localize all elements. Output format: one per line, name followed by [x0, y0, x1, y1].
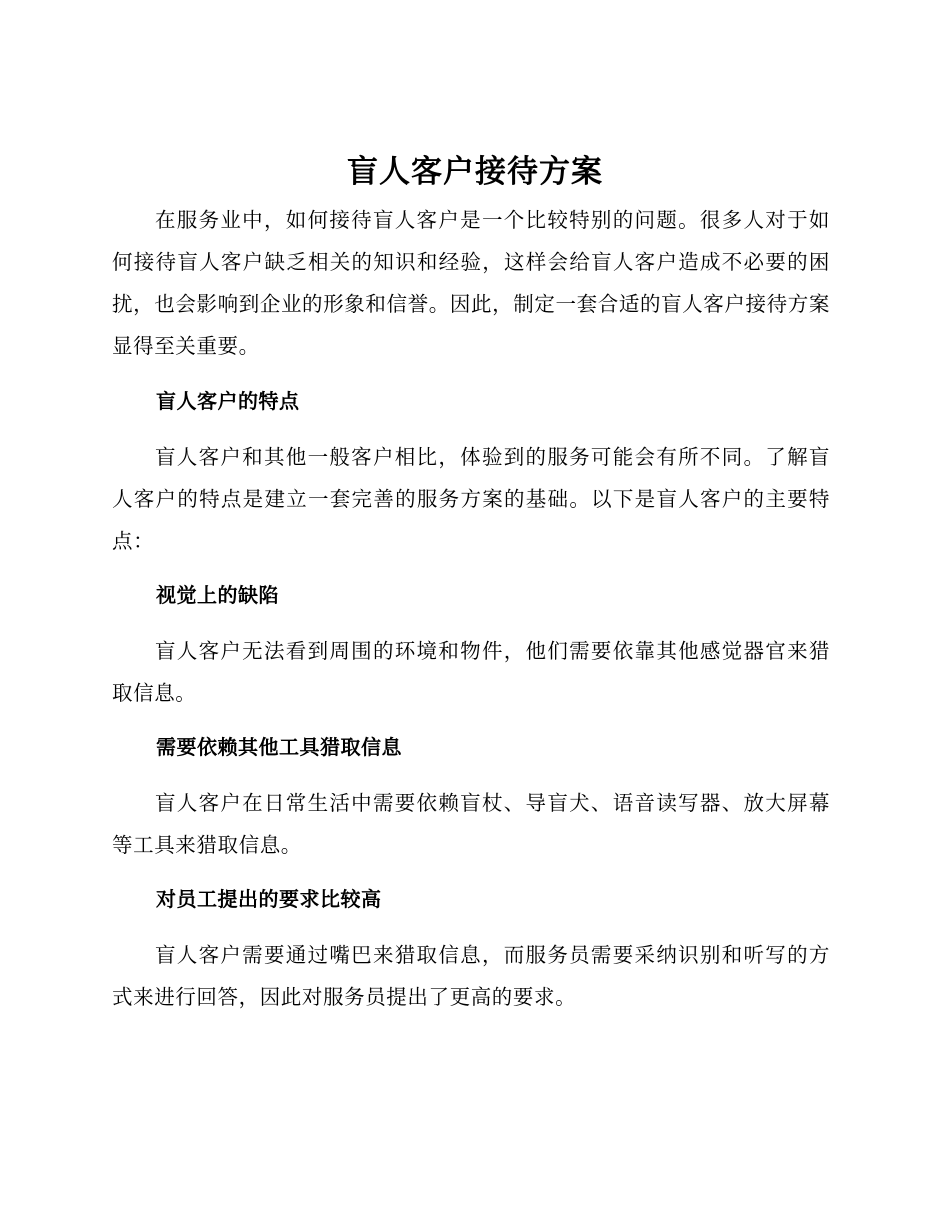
document-title: 盲人客户接待方案	[347, 154, 603, 190]
intro-paragraph: 在服务业中，如何接待盲人客户是一个比较特别的问题。很多人对于如何接待盲人客户缺乏相关的知识和经验，这样会给盲人客户造成不必要的困扰，也会影响到企业的形象和信誉。因此，制定一套合适的盲人客户接待方案显得至关重要。	[112, 208, 830, 358]
section-heading-tools: 需要依赖其他工具猎取信息	[156, 735, 402, 759]
section-heading-visual-defect: 视觉上的缺陷	[156, 583, 279, 607]
section-heading-staff-requirements: 对员工提出的要求比较高	[156, 887, 382, 911]
section-text-staff-requirements: 盲人客户需要通过嘴巴来猎取信息，而服务员需要采纳识别和听写的方式来进行回答，因此对服务员提出了更高的要求。	[112, 943, 830, 1009]
section-text-features: 盲人客户和其他一般客户相比，体验到的服务可能会有所不同。了解盲人客户的特点是建立一套完善的服务方案的基础。以下是盲人客户的主要特点：	[112, 445, 830, 553]
section-text-tools: 盲人客户在日常生活中需要依赖盲杖、导盲犬、语音读写器、放大屏幕等工具来猎取信息。	[112, 791, 830, 857]
section-text-visual-defect: 盲人客户无法看到周围的环境和物件，他们需要依靠其他感觉器官来猎取信息。	[112, 639, 830, 705]
section-heading-features: 盲人客户的特点	[156, 389, 300, 413]
